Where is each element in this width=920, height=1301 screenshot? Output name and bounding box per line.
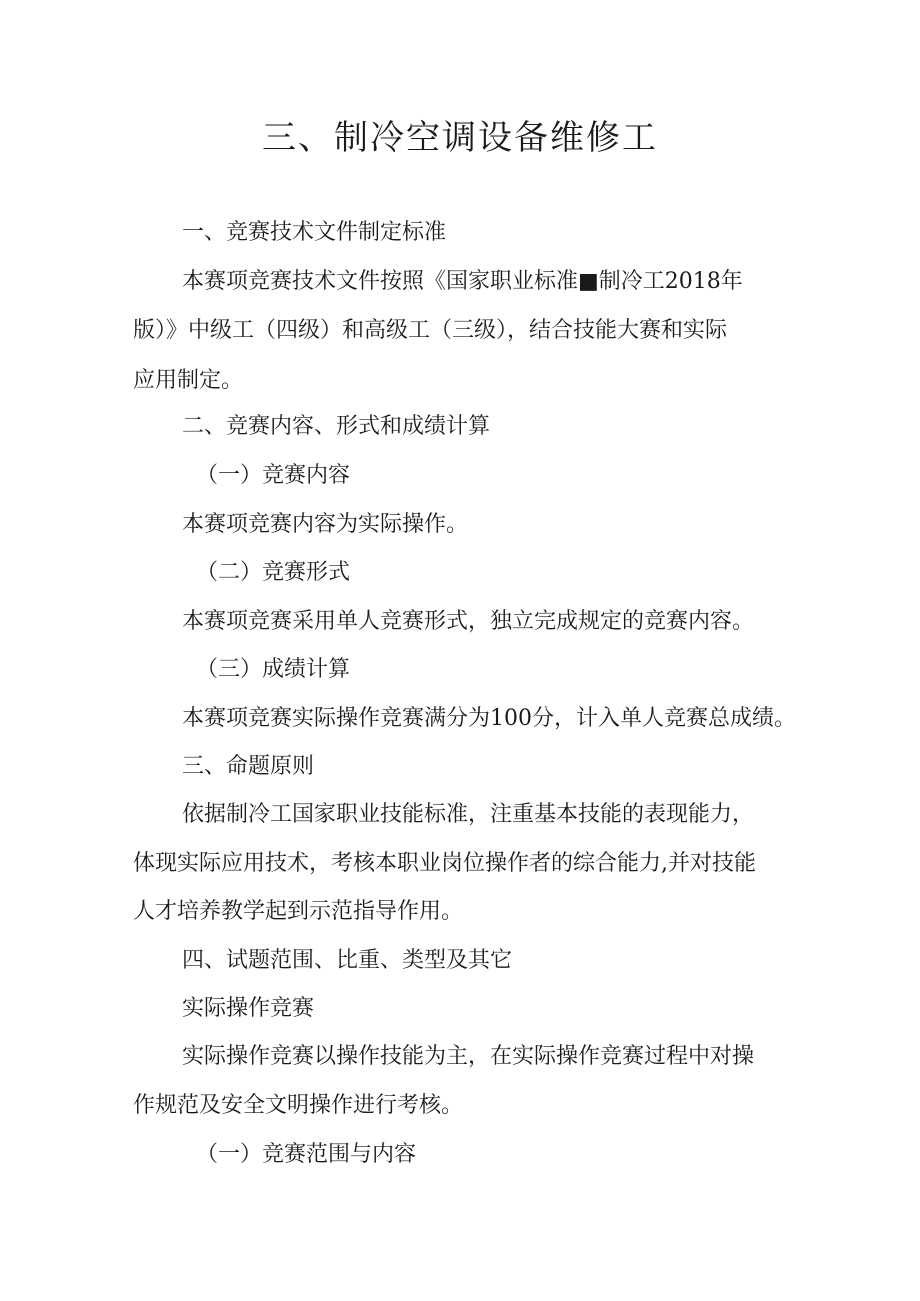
subsection-heading: 实际操作竞赛: [182, 996, 315, 1021]
paragraph-line: 体现实际应用技术，考核本职业岗位操作者的综合能力,并对技能: [133, 851, 756, 876]
subsection-heading: （一）竞赛范围与内容: [196, 1142, 417, 1167]
paragraph-line: 应用制定。: [133, 368, 244, 393]
paragraph-line: 本赛项竞赛内容为实际操作。: [182, 512, 469, 537]
paragraph-line: 实际操作竞赛以操作技能为主，在实际操作竞赛过程中对操: [182, 1044, 755, 1069]
paragraph-line: 作规范及安全文明操作进行考核。: [133, 1093, 464, 1118]
page-title: 三、制冷空调设备维修工: [262, 118, 658, 158]
paragraph-line: 本赛项竞赛实际操作竞赛满分为100分，计入单人竞赛总成绩。: [182, 706, 796, 731]
section-heading-4: 四、试题范围、比重、类型及其它: [182, 948, 513, 973]
subsection-heading: （一）竞赛内容: [196, 463, 351, 488]
section-heading-2: 二、竞赛内容、形式和成绩计算: [182, 414, 491, 439]
paragraph-line: 本赛项竞赛技术文件按照《国家职业标准■制冷工2018年: [182, 269, 743, 294]
subsection-heading: （三）成绩计算: [196, 657, 351, 682]
paragraph-line: 人才培养教学起到示范指导作用。: [133, 899, 464, 924]
section-heading-1: 一、竞赛技术文件制定标准: [182, 220, 447, 245]
section-heading-3: 三、命题原则: [182, 754, 315, 779]
paragraph-line: 本赛项竞赛采用单人竞赛形式，独立完成规定的竞赛内容。: [182, 609, 755, 634]
subsection-heading: （二）竞赛形式: [196, 560, 351, 585]
paragraph-line: 版）》中级工（四级）和高级工（三级），结合技能大赛和实际: [133, 318, 728, 343]
paragraph-line: 依据制冷工国家职业技能标准，注重基本技能的表现能力，: [182, 802, 755, 827]
